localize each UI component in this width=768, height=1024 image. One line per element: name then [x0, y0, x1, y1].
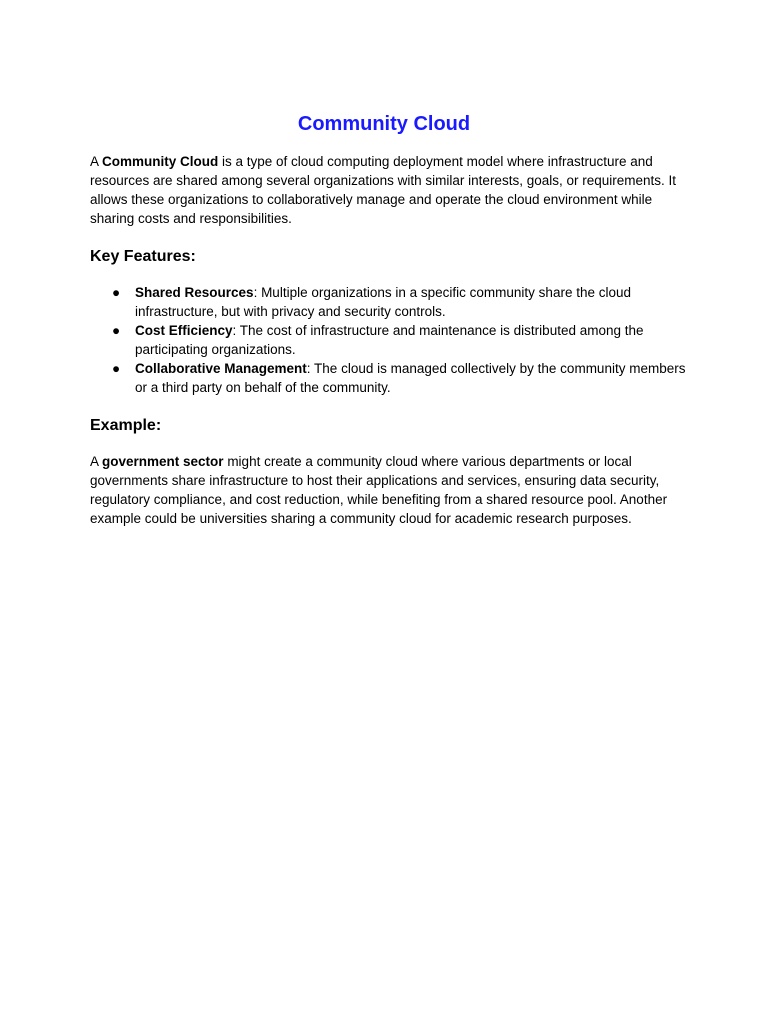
list-item — [90, 359, 690, 397]
example-text: might create a community cloud where various departments or local governments share infrastructure to host their applications and services, ensuring data security, regulatory compliance, and cost reduction, while benefiting from a shared resource pool. Another example could be universities sharing a community cloud for academic research purposes. — [90, 454, 668, 526]
feature-description: : The cloud is managed collectively by the community members or a third party on behalf of the community. — [135, 361, 686, 395]
feature-description: : Multiple organizations in a specific community share the cloud infrastructure, but with privacy and security controls. — [135, 285, 631, 319]
intro-prefix: A — [90, 154, 103, 169]
bullet-icon: ● — [112, 361, 121, 376]
feature-term: Cost Efficiency — [135, 323, 233, 338]
bullet-icon: ● — [112, 285, 121, 300]
intro-paragraph — [90, 152, 690, 228]
example-prefix: A — [90, 454, 103, 469]
key-features-heading: Key Features: — [90, 248, 196, 265]
key-features-list — [90, 283, 690, 397]
bullet-icon: ● — [112, 323, 121, 338]
intro-text: is a type of cloud computing deployment model where infrastructure and resources are shared among several organizations with similar interests, goals, or requirements. It allows these organizations to collaboratively manage and operate the cloud environment while sharing costs and responsibilities. — [90, 154, 677, 226]
example-bold-term: government sector — [102, 454, 224, 469]
list-item — [90, 321, 690, 359]
example-heading: Example: — [90, 417, 162, 434]
feature-term: Shared Resources — [135, 285, 254, 300]
feature-description: : The cost of infrastructure and maintenance is distributed among the participating organizations. — [135, 323, 644, 357]
intro-bold-term: Community Cloud — [102, 154, 219, 169]
document-title: Community Cloud — [297, 113, 471, 135]
example-paragraph — [90, 452, 690, 528]
feature-term: Collaborative Management — [135, 361, 307, 376]
list-item — [90, 283, 690, 321]
